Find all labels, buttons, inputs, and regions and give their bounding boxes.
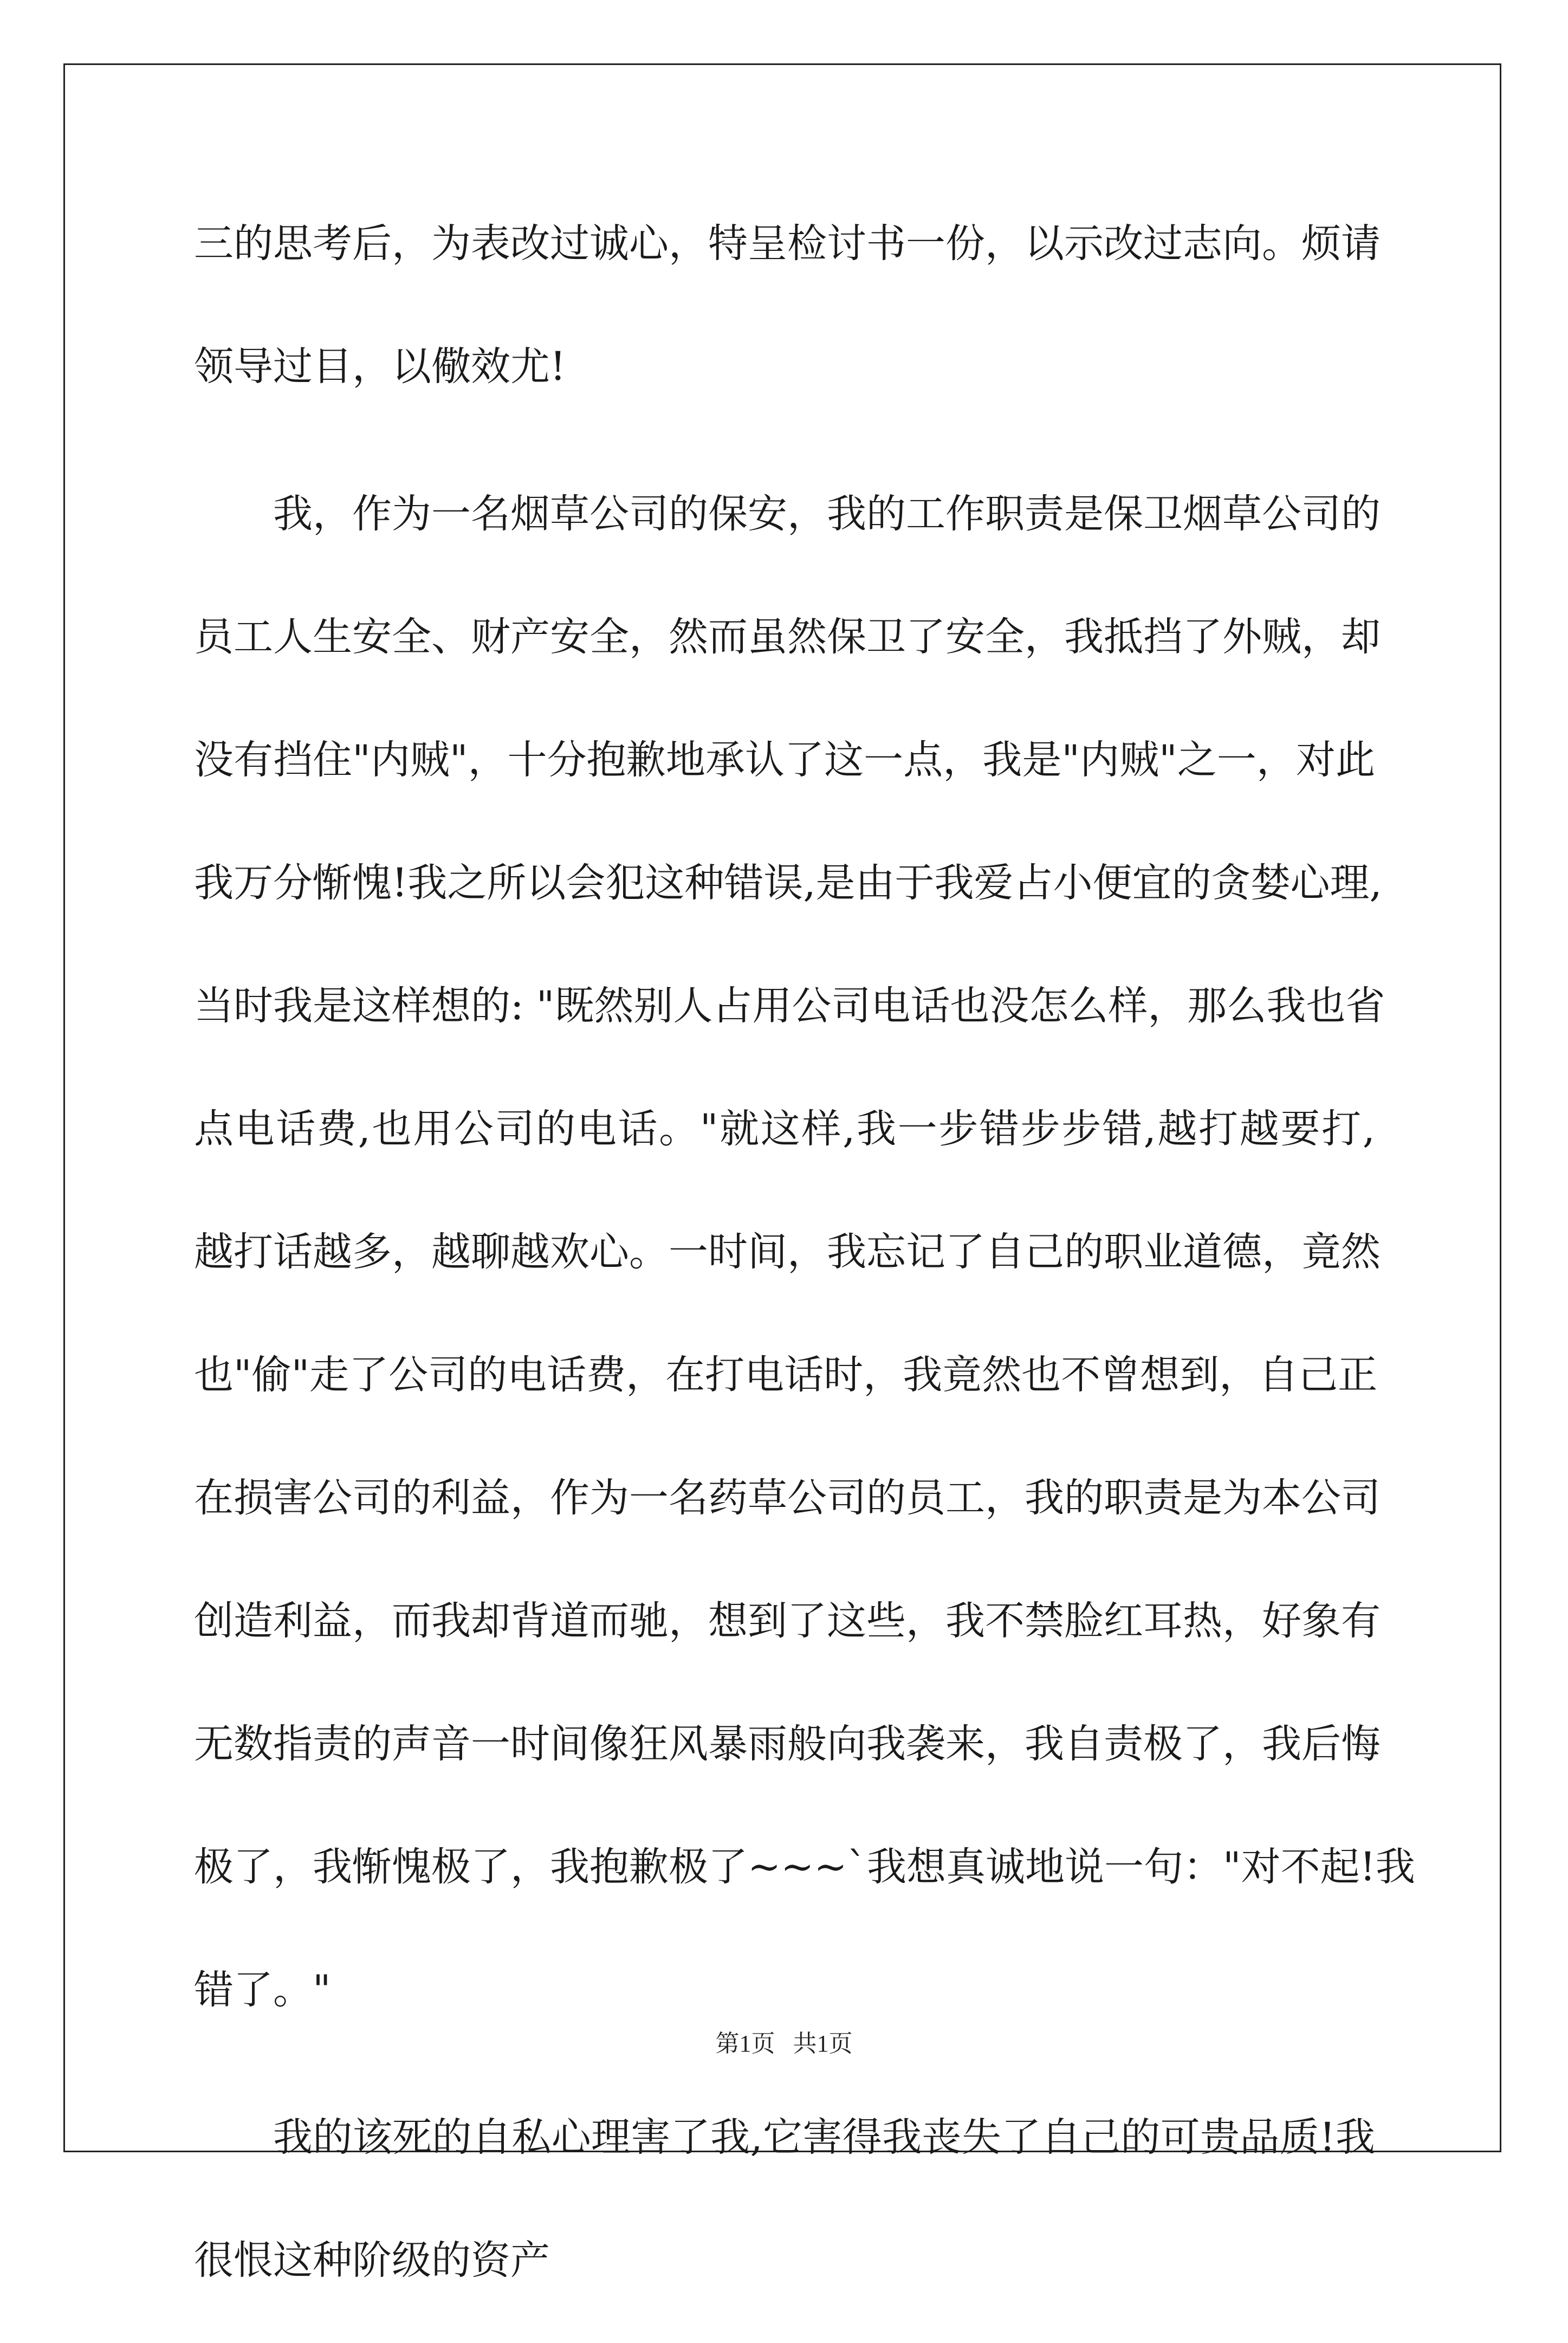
text-line: 在损害公司的利益，作为一名药草公司的员工，我的职责是为本公司	[194, 1475, 1381, 1521]
text-line: 领导过目，以儆效尤!	[194, 344, 566, 390]
text-line: 无数指责的声音一时间像狂风暴雨般向我袭来，我自责极了，我后悔	[194, 1721, 1381, 1767]
text-line: 当时我是这样想的: "既然别人占用公司电话也没怎么样，那么我也省	[194, 983, 1385, 1029]
text-line: 很恨这种阶级的资产	[194, 2237, 550, 2283]
text-line: 越打话越多，越聊越欢心。一时间，我忘记了自己的职业道德，竟然	[194, 1229, 1381, 1275]
text-line: 我万分惭愧!我之所以会犯这种错误,是由于我爱占小便宜的贪婪心理,	[194, 860, 1382, 906]
paragraph	[194, 203, 1381, 449]
document-body	[194, 203, 1415, 2343]
text-line: 员工人生安全、财产安全，然而虽然保卫了安全，我抵挡了外贼，却	[194, 614, 1381, 660]
text-line: 我的该死的自私心理害了我,它害得我丧失了自己的可贵品质!我	[273, 2114, 1375, 2160]
text-line: 点电话费,也用公司的电话。"就这样,我一步错步步错,越打越要打,	[194, 1106, 1375, 1152]
text-line: 错了。"	[194, 1967, 331, 2013]
text-line: 三的思考后，为表改过诚心，特呈检讨书一份，以示改过志向。烦请	[194, 221, 1381, 267]
text-line: 没有挡住"内贼"，十分抱歉地承认了这一点，我是"内贼"之一，对此	[194, 737, 1375, 783]
paragraph	[194, 2097, 1375, 2343]
text-line: 极了，我惭愧极了，我抱歉极了~~~`我想真诚地说一句："对不起!我	[194, 1844, 1415, 1890]
paragraph	[194, 474, 1415, 2073]
text-line: 也"偷"走了公司的电话费，在打电话时，我竟然也不曾想到，自己正	[194, 1352, 1378, 1398]
page-number-footer: 第1页 共1页	[715, 2030, 853, 2057]
text-line: 创造利益，而我却背道而驰，想到了这些，我不禁脸红耳热，好象有	[194, 1598, 1381, 1644]
text-line: 我，作为一名烟草公司的保安，我的工作职责是保卫烟草公司的	[273, 491, 1381, 537]
